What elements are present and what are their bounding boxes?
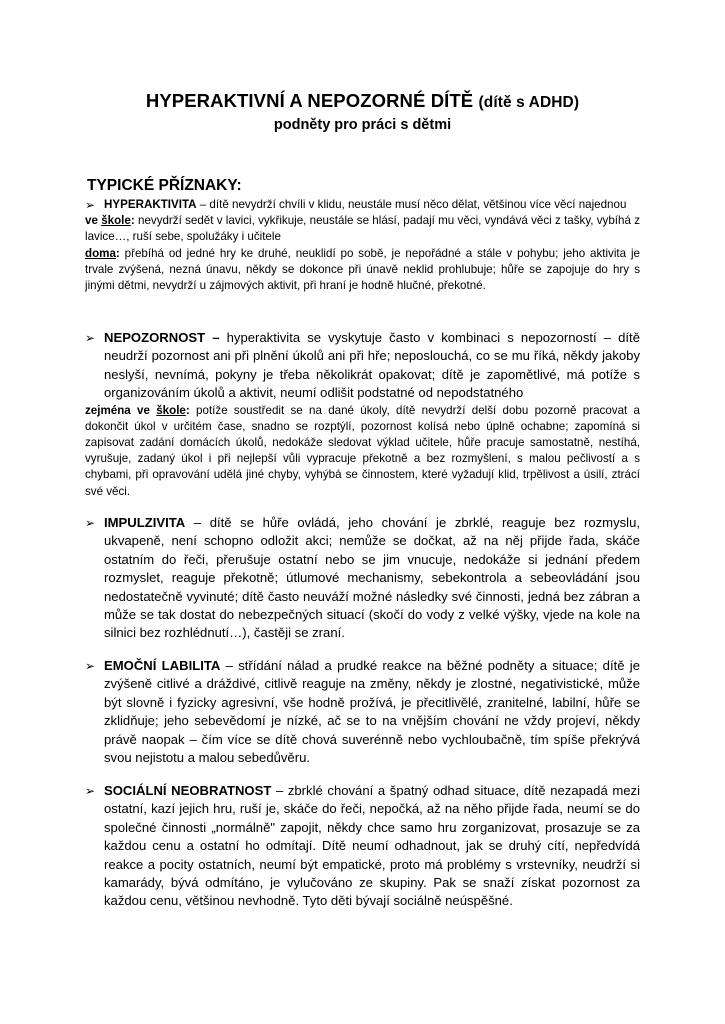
symptom-term: HYPERAKTIVITA <box>104 198 197 211</box>
document-title <box>0 90 725 112</box>
symptom-term: NEPOZORNOST – <box>104 330 220 345</box>
title-main: HYPERAKTIVNÍ A NEPOZORNÉ DÍTĚ <box>145 90 474 111</box>
context-text: nevydrží sedět v lavici, vykřikuje, neustále se hlásí, padají mu věci, vyndává věci z tašky, vybíhá z lavice…, ruší sebe, spolužáky i učitele <box>85 214 640 244</box>
arrow-bullet-icon: ➢ <box>85 659 96 673</box>
context-text: přebíhá od jedné hry ke druhé, neuklidí po sobě, je nepořádné a stále v pohybu; jeho aktivita je trvale zvýšená, nezná únavu, někdy se dokonce při únavě neklid prohlubuje; hůře se zapojuje do hry s jinými dětmi, nevydrží u zájmových aktivit, při hraní je hodně hlučné, překotné. <box>85 246 640 293</box>
symptom-paragraph <box>85 657 640 767</box>
symptom-paragraph <box>85 514 640 643</box>
context-colon: : <box>130 214 135 228</box>
arrow-bullet-icon: ➢ <box>85 331 96 345</box>
symptom-term: SOCIÁLNÍ NEOBRATNOST <box>104 783 272 798</box>
context-word: doma <box>85 246 116 260</box>
context-paragraph <box>85 246 640 295</box>
document-subtitle: podněty pro práci s dětmi <box>273 117 452 133</box>
symptom-text: – střídání nálad a prudké reakce na běžné podněty a situace; dítě je zvýšeně citlivé a dráždivé, citlivě reaguje na změny, někdy je zlostné, negativistické, může být slovně i fyzicky agresivní, vše hodně prožívá, je přecitlivělé, zranitelné, labilní, hůře se zklidňuje; jeho sebevědomí je nízké, ač se to na vnějším chování ne vždy projeví, někdy právě naopak – čím více se dítě chová suverénně nebo vychloubačně, tím spíše překrývá svou nejistotu a malou sebedůvěru. <box>104 658 641 766</box>
symptom-emotional-lability <box>85 657 640 767</box>
symptom-impulsivity <box>85 514 640 643</box>
context-paragraph <box>85 403 640 500</box>
symptom-text: hyperaktivita se vyskytuje často v kombinaci s nepozorností – dítě neudrží pozornost ani při plnění úkolů ani při hře; neposlouchá, co se mu říká, někdy jakoby neslyší, nevnímá, pokyny je třeba několikrát opakovat; dítě je zapomětlivé, má potíže s organizováním úkolů a aktivit, neumí odlišit podstatné od nepodstatného <box>104 330 640 401</box>
symptom-paragraph <box>85 329 640 403</box>
symptom-paragraph <box>85 782 640 911</box>
context-colon: : <box>185 403 190 417</box>
context-word: škole <box>101 214 131 228</box>
title-paren: (dítě s ADHD) <box>478 94 580 111</box>
context-text: potíže soustředit se na dané úkoly, dítě nevydrží delší dobu pozorně pracovat a dokončit úkol v určitém čase, snadno se rozptýlí, pozornost kolísá nebo úplně ochabne; zapomíná si zapisovat zadání domácích úkolů, nedokáže sledovat výklad učitele, hůře pracuje samostatně, nestíhá, vyrušuje, zadaný úkol i při nejlepší vůli vypracuje překotně a bez rozmyšlení, s malou pečlivostí a s chybami, při opravování udělá jiné chyby, vyhýbá se činnostem, které vyžadují klid, trpělivost a úsilí, ztrácí své věci. <box>85 403 640 498</box>
context-lead: ve <box>85 214 102 228</box>
section-heading: TYPICKÉ PŘÍZNAKY: <box>87 177 242 194</box>
context-colon: : <box>115 246 120 260</box>
context-word: škole <box>156 403 186 417</box>
arrow-bullet-icon: ➢ <box>85 198 96 212</box>
arrow-bullet-icon: ➢ <box>85 784 96 798</box>
symptom-hyperactivity <box>85 197 640 294</box>
symptom-term: EMOČNÍ LABILITA <box>104 658 221 673</box>
symptom-text: – zbrklé chování a špatný odhad situace, dítě nezapadá mezi ostatní, kazí jejich hru, ruší je, skáče do řeči, nepočká, až na něho přijde řada, neumí se do společné činnosti „normálně" zapojit, někdy chce samo hru zorganizovat, prosazuje se za každou cenu a ostatní ho odmítají. Dítě neumí odhadnout, jak se druhý cítí, nepředvídá reakce a pocity ostatních, neumí být empatické, proto má problémy s vrstevníky, neudrží si kamarády, bývá odmítáno, je vylučováno ze skupiny. Pak se snaží získat pozornost za každou cenu, většinou nevhodně. Tyto děti bývají sociálně neúspěšné. <box>104 783 640 909</box>
symptom-inattention <box>85 329 640 500</box>
symptom-text: – dítě nevydrží chvíli v klidu, neustále musí něco dělat, většinou více věcí najednou <box>196 198 627 211</box>
context-paragraph <box>85 213 640 245</box>
symptom-social-awkwardness <box>85 782 640 911</box>
symptom-text: – dítě se hůře ovládá, jeho chování je zbrklé, reaguje bez rozmyslu, ukvapeně, není schopno odložit akci; nemůže se dočkat, až na něj přijde řada, skáče ostatním do řeči, přerušuje ostatní nebo se jim vnucuje, nedokáže si jednání předem rozmyslet, reaguje překotně; útlumové mechanismy, sebekontrola a sebeovládání jsou nedostatečně vyvinuté; dítě často neuváží možné následky své činnosti, jedná bez zábran a může se tak dostat do nebezpečných situací (skočí do vody z velké výšky, vjede na kole na silnici bez rozhlédnutí…), častěji se zraní. <box>104 515 640 641</box>
symptom-term: IMPULZIVITA <box>104 515 186 530</box>
context-lead: zejména ve <box>85 403 157 417</box>
arrow-bullet-icon: ➢ <box>85 516 96 530</box>
symptom-paragraph <box>85 197 640 213</box>
